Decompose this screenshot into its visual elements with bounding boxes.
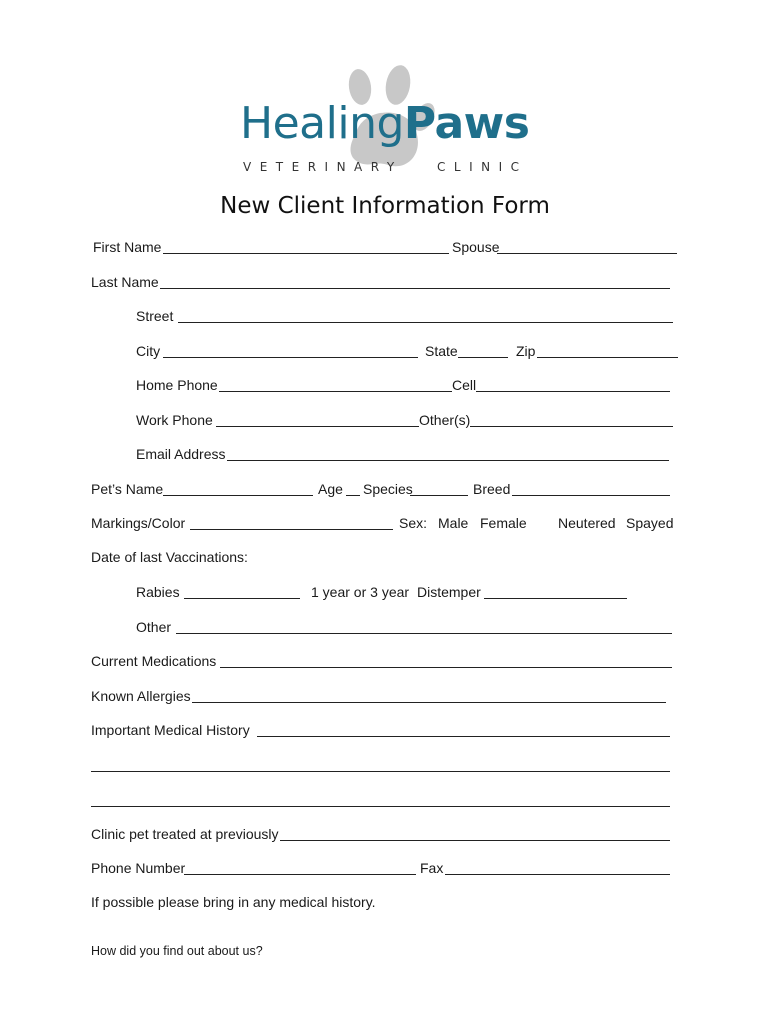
row-medical-history-extra-2	[0, 791, 770, 809]
row-medications	[0, 652, 770, 670]
row-clinic-phone	[0, 859, 770, 877]
row-pet	[0, 480, 770, 498]
spouse-field[interactable]	[497, 253, 677, 254]
street-label: Street	[136, 308, 174, 324]
other-vaccine-label: Other	[136, 619, 172, 635]
age-field[interactable]	[346, 495, 360, 496]
clinic-name-light: Healing	[240, 98, 404, 149]
state-label: State	[425, 343, 458, 359]
distemper-field[interactable]	[484, 598, 627, 599]
sex-label: Sex:	[399, 515, 428, 531]
previous-clinic-field[interactable]	[280, 840, 670, 841]
row-home-phone	[0, 376, 770, 394]
markings-field[interactable]	[190, 529, 393, 530]
street-field[interactable]	[178, 322, 673, 323]
row-medical-history-extra-1	[0, 756, 770, 774]
medications-field[interactable]	[220, 667, 672, 668]
species-label: Species	[363, 481, 413, 497]
rabies-label: Rabies	[136, 584, 180, 600]
markings-label: Markings/Color	[91, 515, 186, 531]
medications-label: Current Medications	[91, 653, 217, 669]
row-allergies	[0, 687, 770, 705]
first-name-label: First Name	[93, 239, 162, 255]
first-name-field[interactable]	[163, 253, 449, 254]
rabies-field[interactable]	[184, 598, 300, 599]
allergies-label: Known Allergies	[91, 688, 191, 704]
pets-name-label: Pet’s Name	[91, 481, 164, 497]
age-label: Age	[318, 481, 343, 497]
previous-clinic-label: Clinic pet treated at previously	[91, 826, 279, 842]
sex-option-female[interactable]: Female	[480, 515, 527, 531]
row-email	[0, 445, 770, 463]
home-phone-field[interactable]	[219, 391, 452, 392]
row-medical-history	[0, 721, 770, 739]
city-label: City	[136, 343, 161, 359]
other-vaccine-field[interactable]	[176, 633, 672, 634]
others-field[interactable]	[470, 426, 673, 427]
medical-history-field-3[interactable]	[91, 806, 670, 807]
row-street	[0, 307, 770, 325]
cell-field[interactable]	[476, 391, 670, 392]
distemper-label: Distemper	[417, 584, 481, 600]
fax-field[interactable]	[445, 874, 670, 875]
clinic-name	[240, 98, 530, 149]
row-work-phone	[0, 411, 770, 429]
work-phone-field[interactable]	[216, 426, 419, 427]
breed-field[interactable]	[512, 495, 670, 496]
row-city	[0, 342, 770, 360]
spouse-label: Spouse	[452, 239, 500, 255]
medical-history-field-2[interactable]	[91, 771, 670, 772]
clinic-phone-label: Phone Number	[91, 860, 186, 876]
last-name-field[interactable]	[160, 288, 670, 289]
state-field[interactable]	[458, 357, 508, 358]
clinic-logo	[0, 0, 770, 190]
zip-field[interactable]	[537, 357, 678, 358]
email-label: Email Address	[136, 446, 226, 462]
fax-label: Fax	[420, 860, 444, 876]
allergies-field[interactable]	[192, 702, 666, 703]
others-label: Other(s)	[419, 412, 471, 428]
city-field[interactable]	[163, 357, 418, 358]
row-markings	[0, 514, 770, 532]
medical-history-label: Important Medical History	[91, 722, 250, 738]
row-rabies	[0, 583, 770, 601]
last-name-label: Last Name	[91, 274, 159, 290]
row-previous-clinic	[0, 825, 770, 843]
clinic-name-bold: Paws	[403, 98, 530, 149]
vaccinations-heading: Date of last Vaccinations:	[91, 549, 248, 565]
medical-history-field[interactable]	[257, 736, 670, 737]
medical-history-note: If possible please bring in any medical history.	[91, 894, 376, 910]
pets-name-field[interactable]	[163, 495, 313, 496]
option-spayed[interactable]: Spayed	[626, 515, 674, 531]
email-field[interactable]	[227, 460, 669, 461]
form-title: New Client Information Form	[220, 193, 550, 219]
home-phone-label: Home Phone	[136, 377, 218, 393]
breed-label: Breed	[473, 481, 511, 497]
clinic-subtitle-right: CLINIC	[437, 160, 528, 174]
sex-option-male[interactable]: Male	[438, 515, 469, 531]
row-first-name	[0, 238, 770, 256]
option-neutered[interactable]: Neutered	[558, 515, 616, 531]
zip-label: Zip	[516, 343, 536, 359]
referral-question: How did you find out about us?	[91, 944, 263, 958]
cell-label: Cell	[452, 377, 477, 393]
row-last-name	[0, 273, 770, 291]
work-phone-label: Work Phone	[136, 412, 213, 428]
rabies-term-options[interactable]: 1 year or 3 year	[311, 584, 410, 600]
row-other-vaccine	[0, 618, 770, 636]
clinic-subtitle-left: VETERINARY	[243, 160, 403, 174]
species-field[interactable]	[410, 495, 468, 496]
clinic-phone-field[interactable]	[184, 874, 416, 875]
